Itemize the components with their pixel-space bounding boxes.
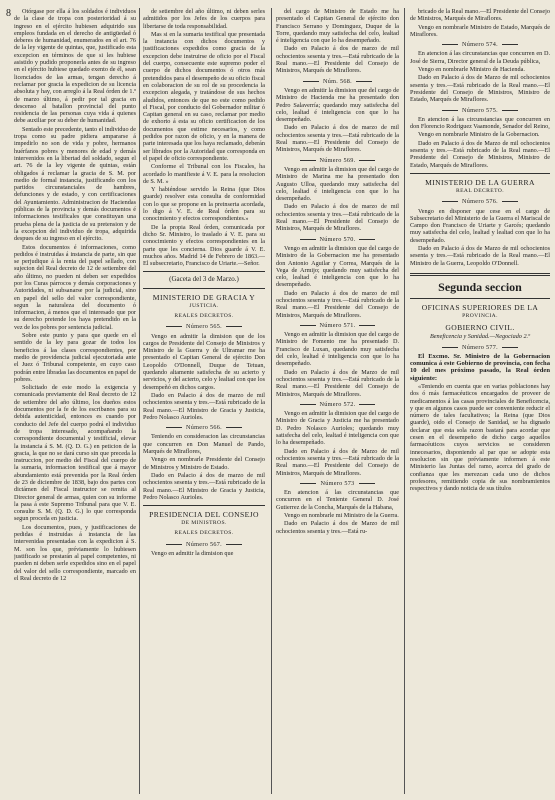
entry-text: Teniendo en consideracion las circunstancias que concurren en Don Manuel de Pando, Marqués de Miraflores,: [143, 433, 265, 456]
entry-signature: Dado en Palacio á dos de marzo de mil ochocientos sesenta y tres.—Está rubricado de la Real mano.—El Presidente del Consejo de Ministros, Marqués de Miraflores.: [276, 124, 399, 154]
entry-signature: Dado en Palacio á dos de marzo de mil ochocientos sesenta y tres.—Está rubricado de la Real mano.—El Presidente del Consejo de Ministros, Marqués de Miraflores.: [276, 289, 399, 319]
entry-text: En atencion á las circunstancias que concurren en el Teniente General D. José Gutierrez de la Concha, Marqués de la Habana,: [276, 489, 399, 511]
section-subtitle: PROVINCIA.: [462, 312, 498, 319]
entry-text: Vengo en admitir la dimision que del cargo de Ministro de Hacienda me ha presentado don Pedro Salaverría; quedando muy satisfecha del celo, lealtad é inteligencia con que lo ha desempeñado.: [276, 86, 399, 124]
entry-number: Número 571.: [276, 322, 399, 329]
segunda-seccion-heading: Segunda seccion: [438, 279, 522, 294]
column-4: [410, 8, 550, 794]
paragraph: Sentado este precedente, tanto el individuo de tropa como su padre pidiera ampararse á impedirlo no son de vida y pobre, hermanos huérfanos pobres y menores de edad y demás intervenidos en la libertad del soldado, segun el art. 76 de la ley vigente de quintas, están obligados á reclamar la gracia de S. M. por medio de formal instancia, justificando con los partidos circunstanciales de hambres, defunciones y de estado, y con certificaciones del Ayuntamiento. Administracion de Haciendas públicas de la provincia y demás documentos é informaciones testificales que constituyan una prueba plena de la justicia de su pretension y de la excepcion del individuo de tropa, adquirida despues de su ingreso en el ejército.: [14, 125, 136, 243]
entry-number: Número 565.: [143, 323, 265, 330]
negociado-label: Beneficencia y Sanidad.—Negociado 2.º: [429, 333, 531, 341]
section-subtitle: DE MINISTROS.: [181, 520, 227, 527]
paragraph: de setiembre del año último, ni deben serles admitidos por los Jefes de los cuerpos para libertarse de toda responsabilidad.: [143, 8, 265, 30]
column-rule: [139, 8, 140, 794]
entry-signature: Dado en Palacio á dos de marzo de mil ochocientos sesenta y tres.—Está rubricado de la Real mano.—El Presidente del Consejo de Ministros, Marqués de Miraflores.: [276, 45, 399, 75]
entry-lead: El Excmo. Sr. Ministro de la Gobernacion comunica á este Gobierno de provincia, con fecha 10 del mes próximo pasado, la Real órden siguiente:: [410, 352, 550, 382]
entry-text: Vengo en admitir la dimision que del cargo de Ministro de Marina me ha presentado don Augusto Ulloa, quedando muy satisfecha del celo, lealtad é inteligencia con que lo ha desempeñado.: [276, 165, 399, 203]
decretos-label: REALES DECRETOS.: [174, 530, 234, 537]
entry-signature: Dado en Palacio á dos de Marzo de mil ochocientos sesenta y tres.—Está rubricado de la Real mano.—El Presidente del Consejo de Ministros, Marqués de Miraflores.: [276, 368, 399, 398]
column-rule: [271, 8, 272, 794]
entry-text: Vengo en nombrarle Ministro de la Gobernacion.: [418, 131, 540, 139]
paragraph: Los documentos, pues, y justificaciones de pedidas é instruidas á instancia de las intervenidas presentadas con la expedicion á S. M. son los que, préviamente lo hubiesen justificado se prestarán al papel competentes, ni pueden ni deben serle expedidos sino en el papel del valor del sello correspondiente, marcado en el Real decreto de 12: [14, 523, 136, 582]
section-title: PRESIDENCIA DEL CONSEJO: [149, 510, 259, 520]
divider: [143, 271, 265, 272]
column-rule: [404, 8, 405, 794]
column-1: [14, 8, 136, 794]
double-divider: [410, 273, 550, 276]
column-2: [143, 8, 265, 794]
entry-signature: Dado en Palacio á dos de Marzo de mil ochocientos sesenta y tres.—Está rubricado de la Real mano.—El Presidente del Consejo de Ministros, Marqués de Miraflores.: [276, 447, 399, 477]
entry-number: Número 572.: [276, 401, 399, 408]
entry-number: Número 566.: [143, 424, 265, 431]
entry-text: «Teniendo en cuenta que en varias poblaciones hay dos ó más farmacéuticos encargados de proveer de medicamentos á las casas provinciales de Beneficencia, y que en algunos casos puede ser conveniente reducir el número de tales facultativos; la Reina (que Dios guarde), oido el Consejo de Sanidad, se ha dignado declarar que esta sola razon bastará para acordar que cesen en el desempeño de dicho cargo aquellos farmacéuticos cuyos servicios se consideren innecesarios, disponiendo al par que se adopte esta resolucion sin que préviamente informen á este Ministerio las Juntas del ramo, acerca del grado de confianza que les merezcan cada uno de dichos profesores, remitiendo copia de sus nombramientos respectivos y dando noticia de sus títulos: [410, 382, 550, 493]
entry-number: Número 570.: [276, 236, 399, 243]
section-title: MINISTERIO DE GRACIA Y: [152, 292, 256, 302]
entry-text: Vengo en nombrarle Ministro de Estado, Marqués de Miraflores.: [410, 23, 550, 38]
entry-text: Vengo en admitir la dimision que de los cargos de Presidente del Consejo de Ministros y Ministro de la Guerra y de Ultramar me ha presentado el Capitan General de ejército Don Leopoldo O'Donnell, Duque de Tetuan, quedando altamente satisfecha de su acierto y servicios, y del acierto, celo y lealtad con que los desempeñó en dichos cargos.: [143, 332, 265, 391]
entry-text: Vengo en nombrarle Presidente del Consejo de Ministros y Ministro de Estado.: [143, 456, 265, 471]
entry-number: Número 574.: [410, 41, 550, 48]
entry-signature: Dado en Palacio á dos de Marzo de mil ochocientos sesenta y tres.—Está ru-: [276, 520, 399, 535]
column-3: [276, 8, 399, 794]
page-number: 8: [6, 8, 11, 19]
paragraph: Solicitado de este modo la exigencia y comunicada previamente del Real decreto de 12 de setiembre del año último, los dueños estos documentos por la fe de los escribanos para su debida autenticidad, entonces es cuando por conducto del Jefe del cuerpo podrá el individuo de tropa interesado, acompañando la correspondiente documental y testificial, elevar la instancia á S. M. (Q. D. G.) en peticion de la gracia, la que no se dará curso sin que preceda la instruccion, por medio del Fiscal del cuerpo de la sumaria, informacion testifical que á mayor abundamiento está prevenida por la Real órden de 23 de diciembre de 1838, bajo dos partes con dictámen del Fiscal instructor se remita al Director general de armas, quien con su informe la pasa á este Supremo Tribunal para que V. E. consulte S. M. (Q. D. G.) lo que corresponda segun proceda en justicia.: [14, 384, 136, 523]
entry-text: Vengo en admitir la dimision que: [151, 550, 234, 557]
entry-signature: Dado en Palacio á dos de marzo de mil ochocientos sesenta y tres.—Está rubricado de la Real mano.—El Ministro de Gracia y Justicia, Pedro Nolasco Aurioles.: [143, 391, 265, 421]
entry-text: Vengo en admitir la dimision que del cargo de Ministro de Gracia y Justicia me ha presentado D. Pedro Nolasco Aurioles; quedando muy satisfecha del celo, lealtad é inteligencia con que lo ha desempeñado.: [276, 410, 399, 447]
entry-text: Vengo en nombrarle Ministro de Hacienda.: [418, 66, 525, 74]
entry-number: Número 573: [276, 480, 399, 487]
entry-text: En atencion á las circunstancias que concurren en D. José de Sierra, Director general de la Deuda pública,: [410, 50, 550, 65]
paragraph: Otórgase por ella á los soldados é individuos de la clase de tropa con posterioridad á su ingreso en el ejército hubiesen adquirido sus empleos fundada en el derecho de antigüedad ó deberes de humanidad, enumerados en el art. 76 de la ley vigente de quintas, que, justificado esta excepcion en términos de que si les hubiese asistido y pudido proponerla antes de su ingreso en el ejército hubiese quedado exento de él, sean licenciados de las armas, tengan derecho á reclamar por gracia la expedicion de su licencia absoluta y hay, con arreglo á la Real órden de 1.º de marzo último, á pedir por tal gracia en descenso al batallon provincial del punto residencia de las personas cuya vida á quienes debe auxiliar por su deber de humanidad.: [14, 8, 136, 125]
gaceta-citation: (Gaceta del 3 de Marzo.): [169, 275, 239, 284]
entry-text: En atencion á las circunstancias que concurren en don Florencio Rodriguez Vaamonde, Senador del Reino,: [410, 115, 550, 131]
entry-signature: Dado en Palacio á dos de marzo de mil ochocientos sesenta y tres.—Está rubricado de la Real mano.—El Presidente del Consejo de Ministros, Marqués de Miraflores.: [276, 203, 399, 233]
divider: [410, 298, 550, 299]
entry-signature: Dado en Palacio á dos de Marzo de mil ochocientos sesenta y tres.—Está rubricado de la Real mano.—El Ministro de la Guerra, Leopoldo O'Donnell.: [410, 245, 550, 267]
entry-number: Número 576.: [410, 198, 550, 205]
decretos-label: REALES DECRETOS.: [174, 312, 234, 319]
paragraph: Mas si en la sumaria testifical que presentada la instancia con dichos documentos y justificaciones expedidos como gracia de la excepcion debe instruirse de oficio por el Fiscal del cuerpo, consecuente este supremo poder el cuerpo de dichos documentos ó otros más pretendidos para el desempeño de su oficio fiscal en colaboracion de su rol de su procedencia la excepcion alegada, y tratándose de sus hechos aludidos, entonces de que no este como pedido el Fiscal, por conducto del Gobernador militar ó Capitan general en su caso, reclamar por medio de exhorto á esta su oficio certificacion de los documentos que estime necesarios, y como pedidos por razon de oficio, y en la manera de parte interesada que los haya reclamado, deberán ser librados por la Autoridad que corresponda en el papel de oficio correspondiente.: [143, 30, 265, 162]
entry-number: Núm. 568.: [276, 78, 399, 85]
entry-number: Número 575.: [410, 107, 550, 114]
decreto-label: REAL DECRETO.: [455, 187, 505, 194]
entry-signature: Dado en Palacio á dos de Marzo de mil ochocientos sesenta y tres.—Está rubricado de la Real mano.—El Presidente del Consejo de Ministros, Ministro de Estado, Marqués de Miraflores.: [410, 74, 550, 104]
entry-text: del cargo de Ministro de Estado me ha presentado el Capitan General de ejército don Francisco Serrano y Dominguez, Duque de la Torre, quedando muy satisfecha del celo, lealtad é inteligencia con que lo ha desempeñado.: [276, 8, 399, 45]
entry-signature: Dado en Palacio á dos de marzo de mil ochocientos sesenta y tres.—Está rubricado de la Real mano.—El Ministro de Gracia y Justicia, Pedro Nolasco Aurioles.: [143, 471, 265, 501]
entry-text: Vengo en disponer que cese en el cargo de Subsecretario del Ministerio de la Guerra el Mariscal de Campo don Francisco de Uriarte y Garcés; quedando muy satisfecha del celo, lealtad y lealtad con que lo ha desempeñado.: [410, 207, 550, 244]
paragraph: De la propia Real órden, comunicada por dicho Sr. Ministro, lo traslado á V. E. para su conocimiento y efectos correspondientes en la parte que les concierna. Dios guarde á V. E. muchos años. Madrid 14 de Febrero de 1863.—El subsecretario, Francisco de Uriarte.—Señor.: [143, 223, 265, 268]
entry-number: Número 567.: [143, 541, 265, 548]
entry-number: Número 569.: [276, 157, 399, 164]
entry-text: Vengo en admitir la dimision que del cargo de Ministro de la Gobernacion me ha presentado don Antonio Aguilar y Correa, Marqués de la Vega de Armijo; quedando muy satisfecha del celo, lealtad é inteligencia con que lo ha desempeñado.: [276, 244, 399, 289]
paragraph: Y habiéndose servido la Reina (que Dios guarde) resolver esta consulta de conformidad con lo que se propone en la preinserta acordada, lo digo á V. E. de Real órden para su conocimiento y efectos correspondientes.»: [143, 186, 265, 223]
section-title: OFICINAS SUPERIORES DE LA: [421, 302, 539, 312]
entry-text: Vengo en admitir la dimision que del cargo de Ministro de Fomento me ha presentado D. Francisco de Luxan, quedando muy satisfecha del celo, lealtad é inteligencia con que lo ha desempeñado.: [276, 331, 399, 368]
entry-signature: bricado de la Real mano.—El Presidente del Consejo de Ministros, Marqués de Miraflores.: [410, 8, 550, 23]
entry-number: Número 577.: [410, 344, 550, 351]
divider: [143, 288, 265, 289]
paragraph: Conforme el Tribunal con los Fiscales, ha acordado lo manifieste á V. E. para la resolucion de S. M. »: [143, 163, 265, 185]
paragraph: Sobre este punto y para que quede en el sentido de la ley para gozar de todos los beneficios á las clases correspondientes, por medio de providencia judicial ejecutoriada ante el Juez ó Tribunal competente, en cuyo caso podrán entre libradas las documentos en papel de pobres.: [14, 332, 136, 383]
entry-signature: Dado en Palacio á dos de Marzo de mil ochocientos sesenta y tres.—Está rubricado de la Real mano.—El Presidente del Consejo de Ministros, Ministro de Estado, Marqués de Miraflores.: [410, 139, 550, 169]
entry-text: Vengo en nombrarle mi Ministro de la Guerra.: [284, 512, 399, 519]
section-title: MINISTERIO DE LA GUERRA: [425, 177, 535, 187]
divider: [143, 505, 265, 506]
paragraph: Estos documentos é informaciones, como pedidos é instruidas á instancia de parte, sin que se perjudique á la renta del papel sellado, con sujecion del Real decreto de 12 de setiembre del año último, no pueden ni deben ser expedidos por los Curas párrocos y demás corporaciones y Autoridades, ni subsanarse por la judicial, sino en papel del sello del valor correspondiente, segun la naturaleza del documento ó informacion, á menos que el interesado que por su derecho pretende los haya pretendido en la vez de los pobres por sentencia judicial.: [14, 243, 136, 331]
gobierno-civil-title: GOBIERNO CIVIL.: [445, 323, 515, 333]
section-subtitle: JUSTICIA.: [189, 302, 219, 309]
divider: [410, 173, 550, 174]
